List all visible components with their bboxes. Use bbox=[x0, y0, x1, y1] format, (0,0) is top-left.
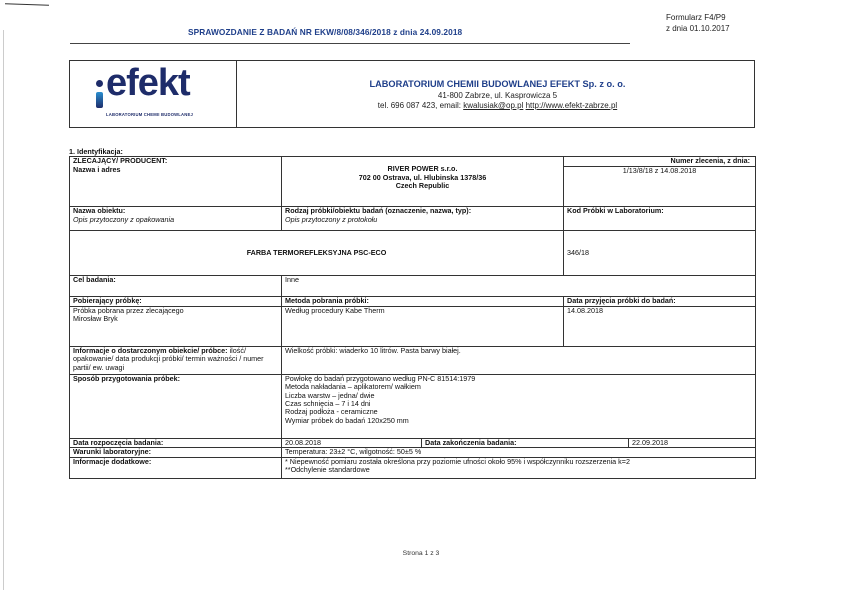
logo-tube-icon bbox=[96, 92, 103, 108]
product-row bbox=[70, 231, 756, 276]
logo-dot-icon bbox=[96, 80, 103, 87]
additional-label: Informacje dodatkowe: bbox=[70, 457, 282, 478]
prep-row bbox=[70, 374, 756, 438]
product-name: FARBA TERMOREFLEKSYJNA PSC-ECO bbox=[70, 231, 564, 276]
header-rule bbox=[70, 43, 630, 44]
client-line: RIVER POWER s.r.o. bbox=[387, 164, 458, 174]
received-value: 14.08.2018 bbox=[564, 306, 756, 346]
client-label: ZLECAJĄCY/ PRODUCENT: bbox=[73, 156, 168, 166]
prep-line: Wymiar próbek do badań 120x250 mm bbox=[285, 415, 409, 425]
scan-edge bbox=[3, 30, 4, 590]
end-label: Data zakończenia badania: bbox=[422, 438, 629, 447]
method-label: Metoda pobrania próbki: bbox=[282, 297, 564, 306]
lab-address: 41-800 Zabrze, ul. Kasprowicza 5 bbox=[437, 91, 558, 100]
prep-line: Liczba warstw – jedna/ dwie bbox=[285, 390, 375, 400]
purpose-value: Inne bbox=[282, 276, 756, 297]
page-number: Strona 1 z 3 bbox=[402, 550, 440, 557]
start-label: Data rozpoczęcia badania: bbox=[70, 438, 282, 447]
client-value-cell bbox=[282, 157, 564, 207]
prep-value-cell bbox=[282, 374, 756, 438]
lab-email-link[interactable]: kwalusiak@op.pl bbox=[463, 101, 524, 110]
sampler-label: Pobierający próbkę: bbox=[70, 297, 282, 306]
client-label-cell bbox=[70, 157, 282, 207]
prep-line: Czas schnięcia – 7 i 14 dni bbox=[285, 399, 371, 409]
lab-website-link[interactable]: http://www.efekt-zabrze.pl bbox=[525, 101, 618, 110]
purpose-label: Cel badania: bbox=[70, 276, 282, 297]
prep-line: Powłokę do badań przygotowano według PN-C 81514:1979 bbox=[285, 373, 476, 383]
order-value: 1/13/8/18 z 14.08.2018 bbox=[622, 165, 697, 175]
efekt-logo bbox=[92, 62, 227, 122]
form-info bbox=[666, 13, 730, 34]
scan-mark bbox=[5, 3, 49, 6]
delivered-value: Wielkość próbki: wiaderko 10 litrów. Pasta barwy białej. bbox=[282, 346, 756, 374]
start-value: 20.08.2018 bbox=[282, 438, 422, 447]
method-value: Według procedury Kabe Therm bbox=[282, 306, 564, 346]
lab-name: LABORATORIUM CHEMII BUDOWLANEJ EFEKT Sp. z o. o. bbox=[369, 79, 626, 89]
sample-code: 346/18 bbox=[564, 231, 756, 276]
delivered-label-cell bbox=[70, 346, 282, 374]
identification-table bbox=[69, 156, 756, 478]
sampling-value-row bbox=[70, 306, 756, 346]
sampler-line: Próbka pobrana przez zlecającego bbox=[73, 305, 184, 315]
object-sublabel: Opis przytoczony z opakowania bbox=[73, 214, 175, 224]
order-cell bbox=[564, 157, 756, 207]
client-line: 702 00 Ostrava, ul. Hlubinska 1378/36 bbox=[358, 172, 487, 182]
conditions-value: Temperatura: 23±2 °C, wilgotność: 50±5 % bbox=[282, 448, 756, 457]
client-line: Czech Republic bbox=[395, 181, 450, 191]
object-label: Nazwa obiektu: bbox=[73, 206, 126, 216]
type-label: Rodzaj próbki/obiektu badań (oznaczenie, nazwa, typ): bbox=[285, 206, 472, 216]
client-row bbox=[70, 157, 756, 207]
section-title: 1. Identyfikacja: bbox=[69, 147, 123, 156]
client-sublabel: Nazwa i adres bbox=[73, 164, 121, 174]
delivered-row bbox=[70, 346, 756, 374]
logo-text: efekt bbox=[106, 62, 190, 104]
purpose-row bbox=[70, 276, 756, 297]
sampler-value-cell bbox=[70, 306, 282, 346]
end-value: 22.09.2018 bbox=[629, 438, 756, 447]
additional-value-cell bbox=[282, 457, 756, 478]
object-label-cell bbox=[70, 207, 282, 231]
type-label-cell bbox=[282, 207, 564, 231]
lab-contact bbox=[240, 101, 755, 110]
logo-subtitle: LABORATORIUM CHEMII BUDOWLANEJ bbox=[106, 112, 194, 117]
identification-section bbox=[69, 148, 755, 479]
delivered-sublabel: ilość/ opakowanie/ data produkcji próbki/ termin ważności / numer partii/ ew. uwagi bbox=[73, 345, 264, 372]
report-title: SPRAWOZDANIE Z BADAŃ NR EKW/8/08/346/2018 z dnia 24.09.2018 bbox=[188, 27, 463, 37]
additional-line: * Niepewność pomiaru została określona przy poziomie ufności około 95% i współczynniku rozszerzenia k=2 bbox=[285, 456, 630, 466]
additional-line: **Odchylenie standardowe bbox=[285, 465, 370, 475]
form-code: Formularz F4/P9 bbox=[666, 13, 726, 22]
object-row bbox=[70, 207, 756, 231]
sampling-header-row bbox=[70, 297, 756, 306]
conditions-row bbox=[70, 448, 756, 457]
lab-phone: tel. 696 087 423, email: bbox=[377, 101, 461, 110]
delivered-label: Informacje o dostarczonym obiekcie/ próbce: bbox=[73, 345, 228, 355]
order-label: Numer zlecenia, z dnia: bbox=[564, 157, 755, 166]
prep-line: Rodzaj podłoża - ceramiczne bbox=[285, 407, 378, 417]
prep-line: Metoda nakładania – aplikatorem/ wałkiem bbox=[285, 382, 421, 392]
code-label: Kod Próbki w Laboratorium: bbox=[564, 207, 756, 231]
additional-row bbox=[70, 457, 756, 478]
form-date: z dnia 01.10.2017 bbox=[666, 23, 730, 33]
sampler-line: Mirosław Bryk bbox=[73, 314, 118, 324]
prep-label: Sposób przygotowania próbek: bbox=[70, 374, 282, 438]
received-label: Data przyjęcia próbki do badań: bbox=[564, 297, 756, 306]
conditions-label: Warunki laboratoryjne: bbox=[70, 448, 282, 457]
lab-header-divider bbox=[236, 60, 237, 128]
type-sublabel: Opis przytoczony z protokołu bbox=[285, 214, 378, 224]
